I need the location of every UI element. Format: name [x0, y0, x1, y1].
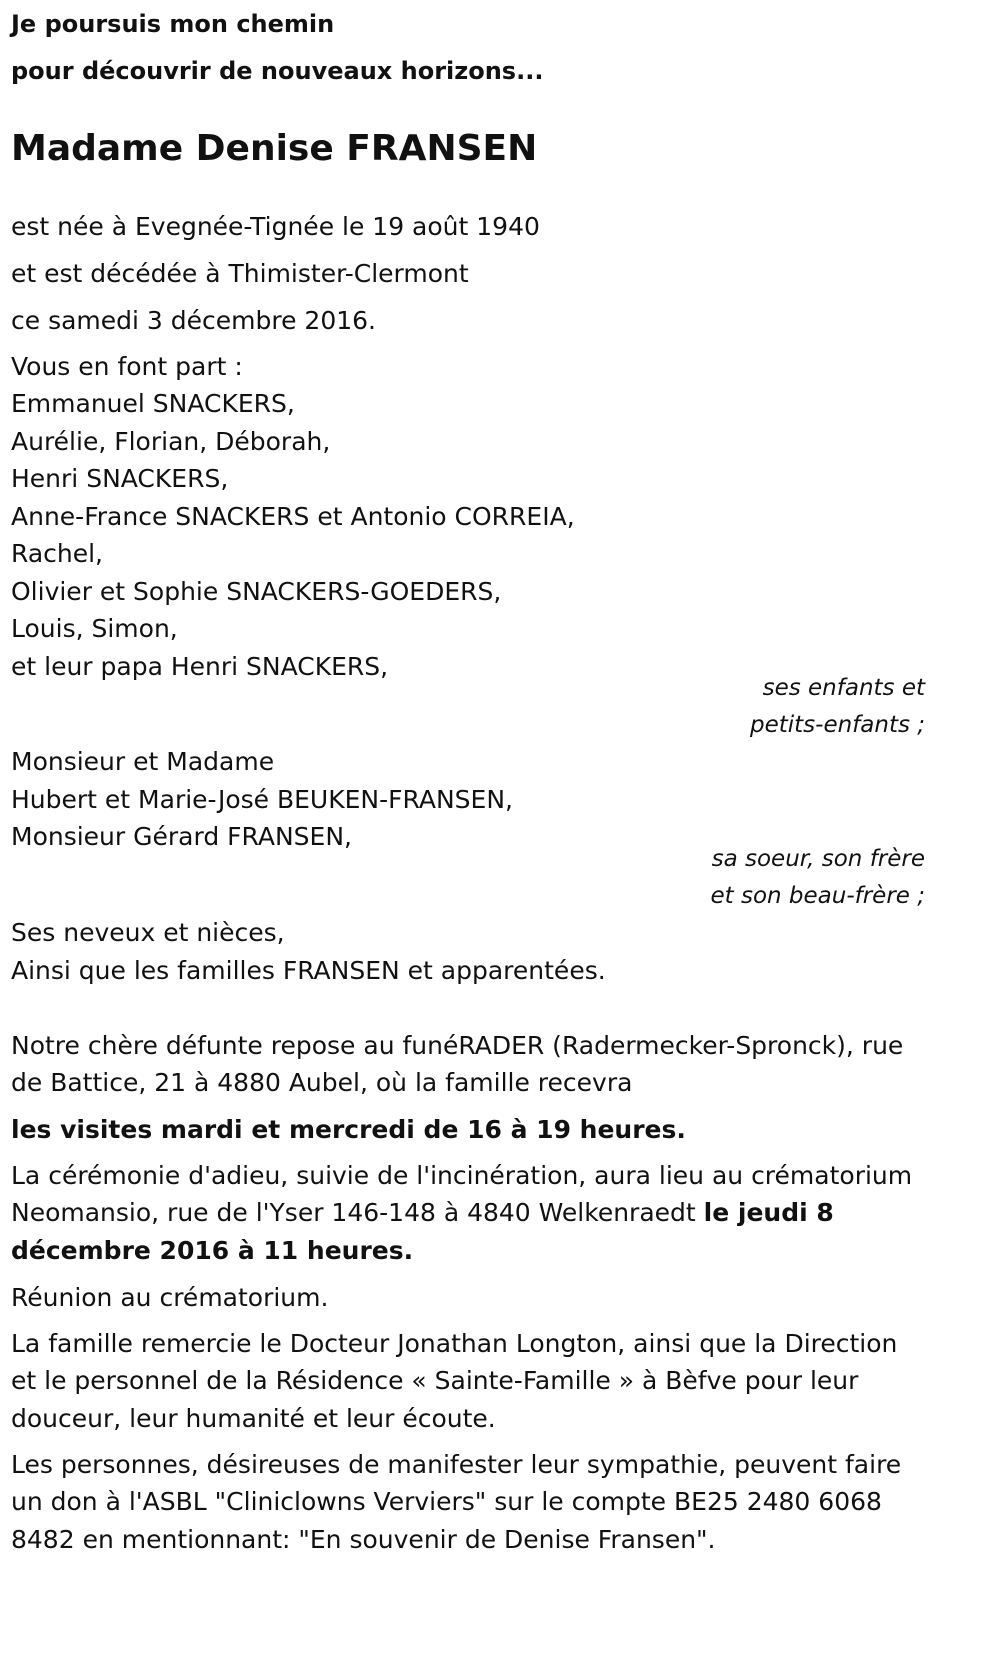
family-line: Emmanuel SNACKERS,: [11, 389, 295, 418]
ceremony-location: Neomansio, rue de l'Yser 146-148 à 4840 Welkenraedt: [11, 1198, 704, 1227]
children-role-line-2: petits-enfants ;: [749, 712, 925, 738]
children-role-line-1: ses enfants et: [762, 675, 925, 701]
visits-line: les visites mardi et mercredi de 16 à 19 heures.: [11, 1115, 686, 1144]
announcers-intro: Vous en font part :: [11, 352, 243, 381]
siblings-role-line-2: et son beau-frère ;: [710, 883, 925, 909]
thanks-line-3: douceur, leur humanité et leur écoute.: [11, 1404, 496, 1433]
sibling-line: Hubert et Marie-José BEUKEN-FRANSEN,: [11, 785, 513, 814]
intro-line-2: pour découvrir de nouveaux horizons...: [11, 57, 544, 85]
ceremony-line-1: La cérémonie d'adieu, suivie de l'incinération, aura lieu au crématorium: [11, 1161, 913, 1190]
sibling-line: Monsieur et Madame: [11, 747, 275, 776]
family-line: Henri SNACKERS,: [11, 464, 229, 493]
family-line: Rachel,: [11, 539, 104, 568]
donation-line-1: Les personnes, désireuses de manifester leur sympathie, peuvent faire: [11, 1450, 902, 1479]
intro-line-1: Je poursuis mon chemin: [11, 10, 335, 38]
thanks-line-1: La famille remercie le Docteur Jonathan Longton, ainsi que la Direction: [11, 1329, 898, 1358]
donation-line-2: un don à l'ASBL "Cliniclowns Verviers" sur le compte BE25 2480 6068: [11, 1487, 882, 1516]
family-line: Anne-France SNACKERS et Antonio CORREIA,: [11, 502, 575, 531]
ceremony-date-end: décembre 2016 à 11 heures.: [11, 1236, 414, 1265]
siblings-role-line-1: sa soeur, son frère: [711, 846, 925, 872]
family-line: Olivier et Sophie SNACKERS-GOEDERS,: [11, 577, 502, 606]
donation-line-3: 8482 en mentionnant: "En souvenir de Denise Fransen".: [11, 1525, 716, 1554]
thanks-line-2: et le personnel de la Résidence « Sainte-Famille » à Bèfve pour leur: [11, 1366, 859, 1395]
family-line: Aurélie, Florian, Déborah,: [11, 427, 331, 456]
deceased-name: Madame Denise FRANSEN: [11, 128, 538, 169]
death-place-line: et est décédée à Thimister-Clermont: [11, 259, 469, 288]
ceremony-date-start: le jeudi 8: [703, 1198, 834, 1227]
others-line: Ses neveux et nièces,: [11, 918, 285, 947]
others-line: Ainsi que les familles FRANSEN et apparentées.: [11, 956, 606, 985]
reunion-line: Réunion au crématorium.: [11, 1283, 329, 1312]
birth-line: est née à Evegnée-Tignée le 19 août 1940: [11, 212, 540, 241]
death-date-line: ce samedi 3 décembre 2016.: [11, 306, 376, 335]
family-line: et leur papa Henri SNACKERS,: [11, 652, 389, 681]
family-line: Louis, Simon,: [11, 614, 178, 643]
ceremony-line-2: [11, 1194, 834, 1232]
repose-line-2: de Battice, 21 à 4880 Aubel, où la famille recevra: [11, 1068, 633, 1097]
repose-line-1: Notre chère défunte repose au funéRADER (Radermecker-Spronck), rue: [11, 1031, 904, 1060]
sibling-line: Monsieur Gérard FRANSEN,: [11, 822, 352, 851]
